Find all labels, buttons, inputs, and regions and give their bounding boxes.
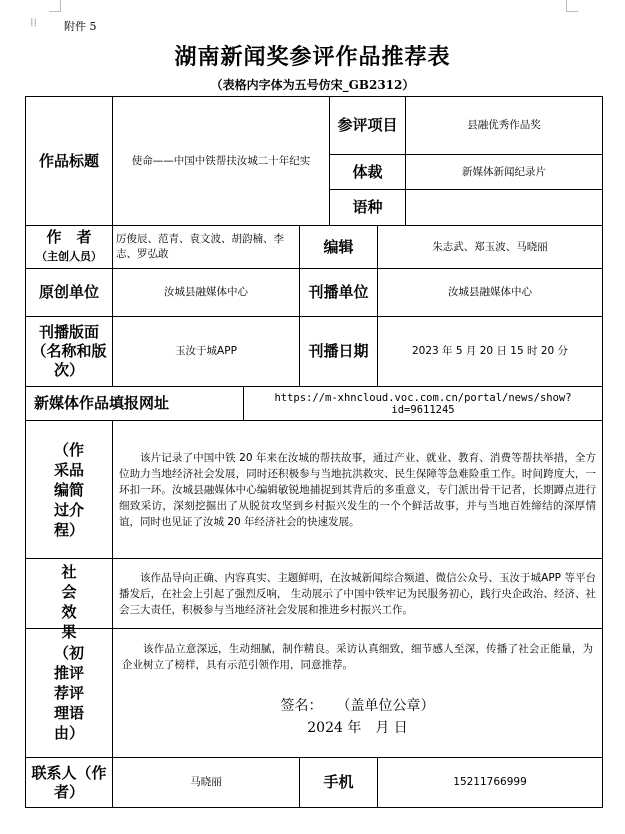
phone-value[interactable]: 15211766999 — [378, 758, 603, 808]
original-unit-label: 原创单位 — [26, 269, 113, 317]
genre-label: 体裁 — [330, 155, 406, 190]
publish-layout-label: 刊播版面（名称和版次） — [26, 317, 113, 387]
url-label: 新媒体作品填报网址 — [26, 387, 244, 421]
editor-value[interactable]: 朱志武、郑玉波、马晓丽 — [378, 226, 603, 269]
page-title: 湖南新闻奖参评作品推荐表 — [174, 44, 451, 70]
drag-handle-icon[interactable]: ⁞⁞ — [30, 16, 37, 29]
recommend-label: （初推评荐评理语由） — [26, 629, 113, 758]
sign-date: 2024 年 月 日 — [307, 720, 408, 736]
recommend-cell — [113, 629, 603, 758]
category-value[interactable]: 县融优秀作品奖 — [406, 97, 603, 155]
intro-label: （作采品编简过介程） — [26, 421, 113, 559]
recommend-value[interactable]: 该作品立意深远，生动细腻，制作精良。采访认真细致，细节感人至深，传播了社会正能量，为企业树立了榜样，具有示范引领作用，同意推荐。 — [122, 643, 594, 671]
url-value[interactable]: https://m-xhncloud.voc.com.cn/portal/news/show?id=9611245 — [244, 387, 603, 421]
original-unit-value[interactable]: 汝城县融媒体中心 — [113, 269, 300, 317]
publish-unit-label: 刊播单位 — [300, 269, 378, 317]
genre-value[interactable]: 新媒体新闻纪录片 — [406, 155, 603, 190]
work-title-label: 作品标题 — [26, 97, 113, 226]
effect-label: 社会效果 — [26, 559, 113, 629]
category-label: 参评项目 — [330, 97, 406, 155]
language-value[interactable] — [406, 190, 603, 226]
work-title-value[interactable]: 使命——中国中铁帮扶汝城二十年纪实 — [113, 97, 330, 226]
publish-unit-value[interactable]: 汝城县融媒体中心 — [378, 269, 603, 317]
editor-label: 编辑 — [300, 226, 378, 269]
intro-value[interactable]: 该片记录了中国中铁 20 年来在汝城的帮扶故事，通过产业、就业、教育、消费等帮扶举措，全方位助力当地经济社会发展，同时还积极参与当地抗洪救灾、民生保障等急难险重工作。时间跨度大，一环扣一环。汝城县融媒体中心编辑敏锐地捕捉到其背后的多重意义，专门派出骨干记者，长期蹲点进行细致采访，深刻挖掘出了从脱贫攻坚到乡村振兴发生的一个个鲜活故事，并与当地百姓缔结的深厚情谊，同时也见证了汝城 20 年经济社会的快速发展。 — [113, 421, 603, 559]
phone-label: 手机 — [300, 758, 378, 808]
page-subtitle: （表格内字体为五号仿宋_GB2312） — [210, 78, 415, 92]
recommendation-form-table — [25, 96, 603, 808]
publish-date-value[interactable]: 2023 年 5 月 20 日 15 时 20 分 — [378, 317, 603, 387]
author-value[interactable]: 厉俊辰、范青、袁文波、胡韵楠、李志、罗弘敢 — [113, 226, 300, 269]
sign-line: 签名： （盖单位公章） — [280, 698, 435, 714]
attachment-label: 附件 5 — [64, 20, 97, 33]
contact-value[interactable]: 马晓丽 — [113, 758, 300, 808]
effect-value[interactable]: 该作品导向正确、内容真实、主题鲜明，在汝城新闻综合频道、微信公众号、玉汝于城APP 等平台播发后，在社会上引起了强烈反响， 生动展示了中国中铁牢记为民服务初心，践行央企政治、经济、社会三大责任，积极参与当地经济社会发展和推进乡村振兴工作。 — [113, 559, 603, 629]
publish-layout-value[interactable]: 玉汝于城APP — [113, 317, 300, 387]
publish-date-label: 刊播日期 — [300, 317, 378, 387]
author-label: 作 者 （主创人员） — [26, 226, 113, 269]
language-label: 语种 — [330, 190, 406, 226]
contact-label: 联系人（作者） — [26, 758, 113, 808]
